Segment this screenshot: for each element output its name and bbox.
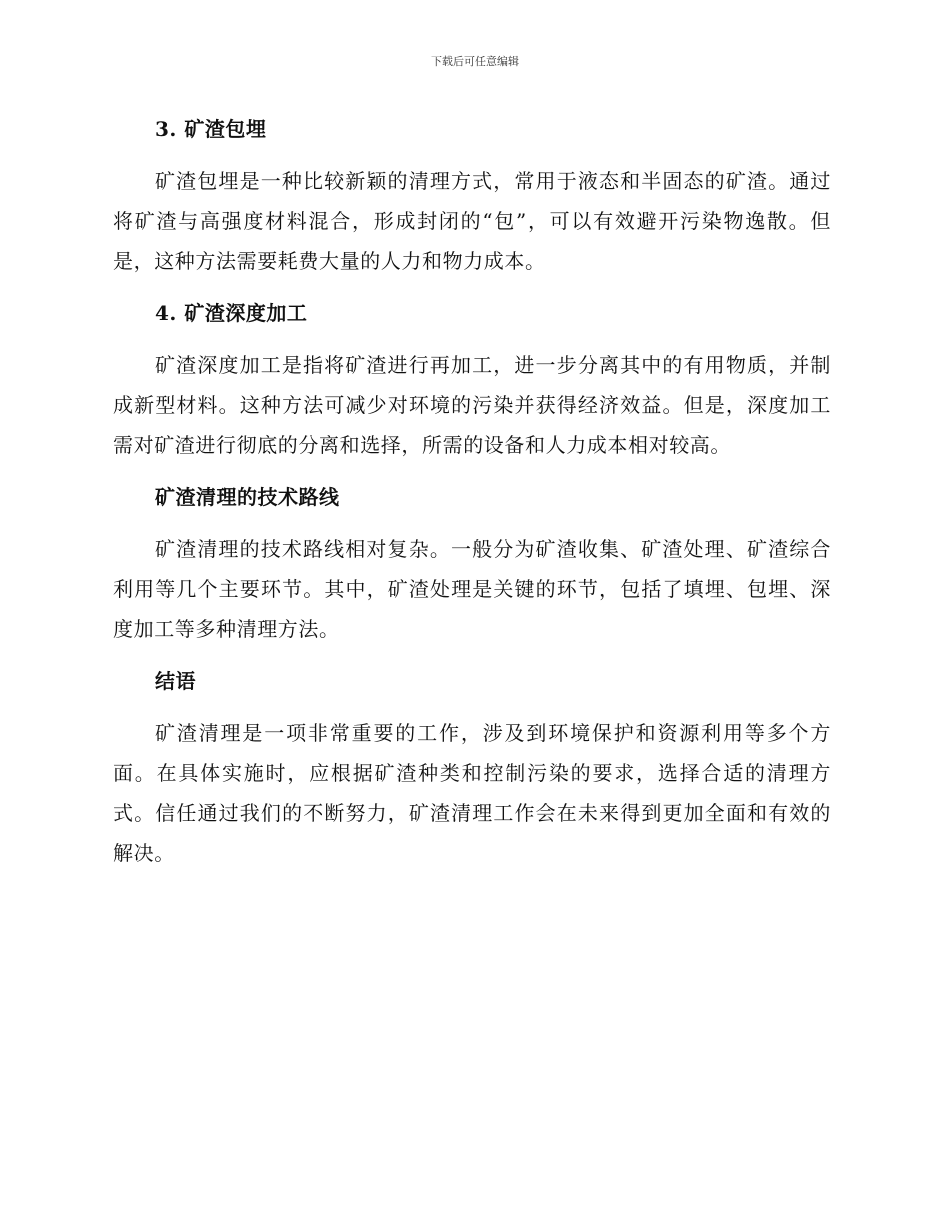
section-paragraph-slag-encapsulation: 矿渣包埋是一种比较新颖的清理方式，常用于液态和半固态的矿渣。通过将矿渣与高强度材料混合，形成封闭的“包”，可以有效避开污染物逸散。但是，这种方法需要耗费大量的人力和物力成本。 [113, 169, 831, 273]
section-paragraph-slag-deep-processing: 矿渣深度加工是指将矿渣进行再加工，进一步分离其中的有用物质，并制成新型材料。这种方法可减少对环境的污染并获得经济效益。但是，深度加工需对矿渣进行彻底的分离和选择，所需的设备和人力成本相对较高。 [113, 353, 831, 457]
section-paragraph-technical-route: 矿渣清理的技术路线相对复杂。一般分为矿渣收集、矿渣处理、矿渣综合利用等几个主要环节。其中，矿渣处理是关键的环节，包括了填埋、包埋、深度加工等多种清理方法。 [113, 537, 831, 641]
section-heading-slag-deep-processing: 4. 矿渣深度加工 [155, 301, 308, 325]
document-body [113, 109, 831, 885]
section-heading-technical-route: 矿渣清理的技术路线 [155, 485, 340, 509]
section-heading-slag-encapsulation: 3. 矿渣包埋 [155, 117, 267, 141]
section-paragraph-conclusion: 矿渣清理是一项非常重要的工作，涉及到环境保护和资源利用等多个方面。在具体实施时，应根据矿渣种类和控制污染的要求，选择合适的清理方式。信任通过我们的不断努力，矿渣清理工作会在未来得到更加全面和有效的解决。 [113, 721, 831, 865]
section-heading-conclusion: 结语 [155, 669, 196, 693]
page-header: 下载后可任意编辑 [431, 55, 519, 68]
